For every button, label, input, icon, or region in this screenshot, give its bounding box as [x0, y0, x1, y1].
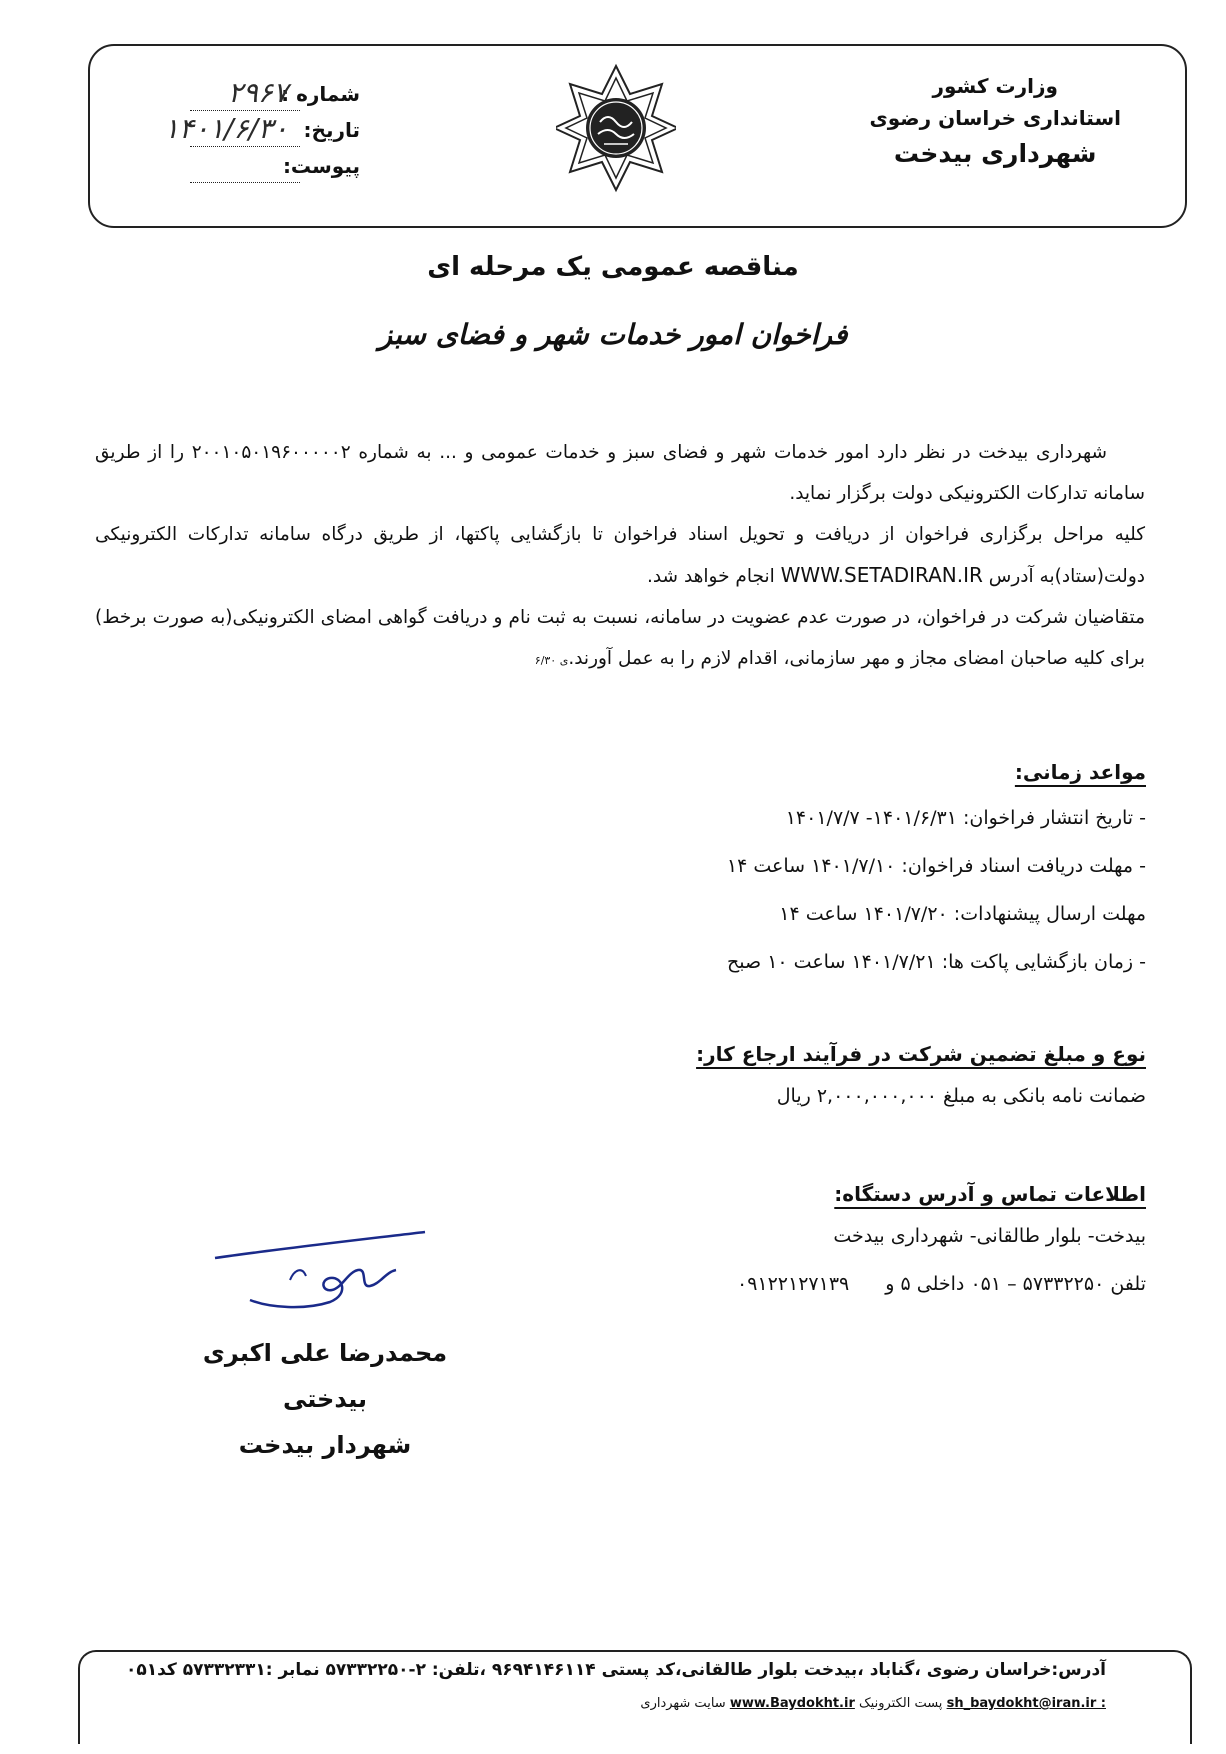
- footer-email-label: پست الکترونیک: [859, 1696, 943, 1711]
- footer-website-label: سایت شهرداری: [640, 1696, 726, 1711]
- contact-phone: تلفن ۵۷۳۳۲۲۵۰ – ۰۵۱ داخلی ۵ و: [885, 1273, 1146, 1295]
- paragraph-intro: شهرداری بیدخت در نظر دارد امور خدمات شهر و فضای سبز و خدمات عمومی و ... به شماره ۲۰۰۱۰۵۰۱۹۶۰۰۰۰۰۲ را از طریق سامانه تدارکات الکترونیکی دولت برگزار نماید.: [95, 442, 1145, 504]
- signer-title: شهردار بیدخت: [238, 1431, 412, 1459]
- procedure-text: کلیه مراحل برگزاری فراخوان از دریافت و تحویل اسناد فراخوان تا بازگشایی پاکتها، از طریق درگاه سامانه تدارکات الکترونیکی دولت(ستاد)به آدرس: [95, 524, 1145, 587]
- announcement-body: [95, 432, 1145, 681]
- footer-website-link[interactable]: www.Baydokht.ir: [729, 1696, 855, 1711]
- contact-address: بیدخت- بلوار طالقانی- شهرداری بیدخت: [833, 1225, 1146, 1247]
- schedule-section: [146, 760, 1146, 986]
- registration-text: متقاضیان شرکت در فراخوان، در صورت عدم عضویت در سامانه، نسبت به ثبت نام و دریافت گواهی امضای الکترونیکی(به صورت برخط) برای کلیه صاحبان امضای مجاز و مهر سازمانی، اقدام لازم را به عمل آورند.: [95, 607, 1145, 669]
- handwritten-note: ی ۶/۳۰: [534, 654, 569, 667]
- signer-block: [160, 1330, 490, 1468]
- footer-email[interactable]: sh_baydokht@iran.ir :: [946, 1696, 1106, 1711]
- signature-icon: [210, 1220, 450, 1330]
- contact-mobile: ۰۹۱۲۲۱۲۷۱۳۹: [736, 1273, 850, 1295]
- letter-meta: [160, 76, 360, 190]
- municipality-emblem-icon: [556, 50, 676, 200]
- governorate-name: استانداری خراسان رضوی: [869, 106, 1121, 130]
- schedule-heading: مواعد زمانی:: [1014, 760, 1146, 784]
- number-value: ۲۹۶۷: [227, 76, 288, 109]
- contact-heading: اطلاعات تماس و آدرس دستگاه:: [834, 1182, 1146, 1206]
- paragraph-registration: [95, 597, 1145, 681]
- guarantee-heading: نوع و مبلغ تضمین شرکت در فرآیند ارجاع کار:: [696, 1042, 1146, 1066]
- schedule-item: مهلت ارسال پیشنهادات: ۱۴۰۱/۷/۲۰ ساعت ۱۴: [779, 903, 1146, 925]
- attachment-dotted-line: [190, 182, 300, 183]
- number-dotted-line: [190, 110, 300, 111]
- footer-address: آدرس:خراسان رضوی ،گناباد ،بیدخت بلوار طالقانی،کد پستی ۹۶۹۴۱۴۶۱۱۴ ،تلفن: ۲-۵۷۳۳۲۲۵۰ نمابر :۵۷۳۳۲۳۳۱ کد۰۵۱: [125, 1660, 1106, 1680]
- schedule-item: - مهلت دریافت اسناد فراخوان: ۱۴۰۱/۷/۱۰ ساعت ۱۴: [726, 855, 1146, 877]
- guarantee-section: [146, 1042, 1146, 1120]
- schedule-item: - زمان بازگشایی پاکت ها: ۱۴۰۱/۷/۲۱ ساعت ۱۰ صبح: [727, 951, 1146, 973]
- procedure-text-end: انجام خواهد شد.: [646, 566, 775, 587]
- date-dotted-line: [190, 146, 300, 147]
- organization-block: [869, 70, 1121, 174]
- signer-name: محمدرضا علی اکبری بیدختی: [202, 1339, 448, 1413]
- paragraph-procedure: [95, 514, 1145, 597]
- number-label: شماره :: [281, 82, 360, 106]
- setad-url-link[interactable]: WWW.SETADIRAN.IR: [780, 563, 983, 587]
- document-subtitle: فراخوان امور خدمات شهر و فضای سبز: [378, 318, 848, 351]
- guarantee-text: ضمانت نامه بانکی به مبلغ ۲,۰۰۰,۰۰۰,۰۰۰ ریال: [776, 1085, 1146, 1107]
- ministry-name: وزارت کشور: [932, 74, 1058, 98]
- date-value: ۱۴۰۱/۶/۳۰: [163, 112, 288, 145]
- document-title: مناقصه عمومی یک مرحله ای: [427, 252, 799, 282]
- attachment-label: پیوست:: [282, 154, 360, 178]
- footer-links: [106, 1696, 1106, 1711]
- municipality-name: شهرداری بیدخت: [893, 139, 1097, 168]
- date-label: تاریخ:: [303, 118, 360, 142]
- schedule-item: - تاریخ انتشار فراخوان: ۱۴۰۱/۶/۳۱- ۱۴۰۱/۷/۷: [785, 807, 1146, 829]
